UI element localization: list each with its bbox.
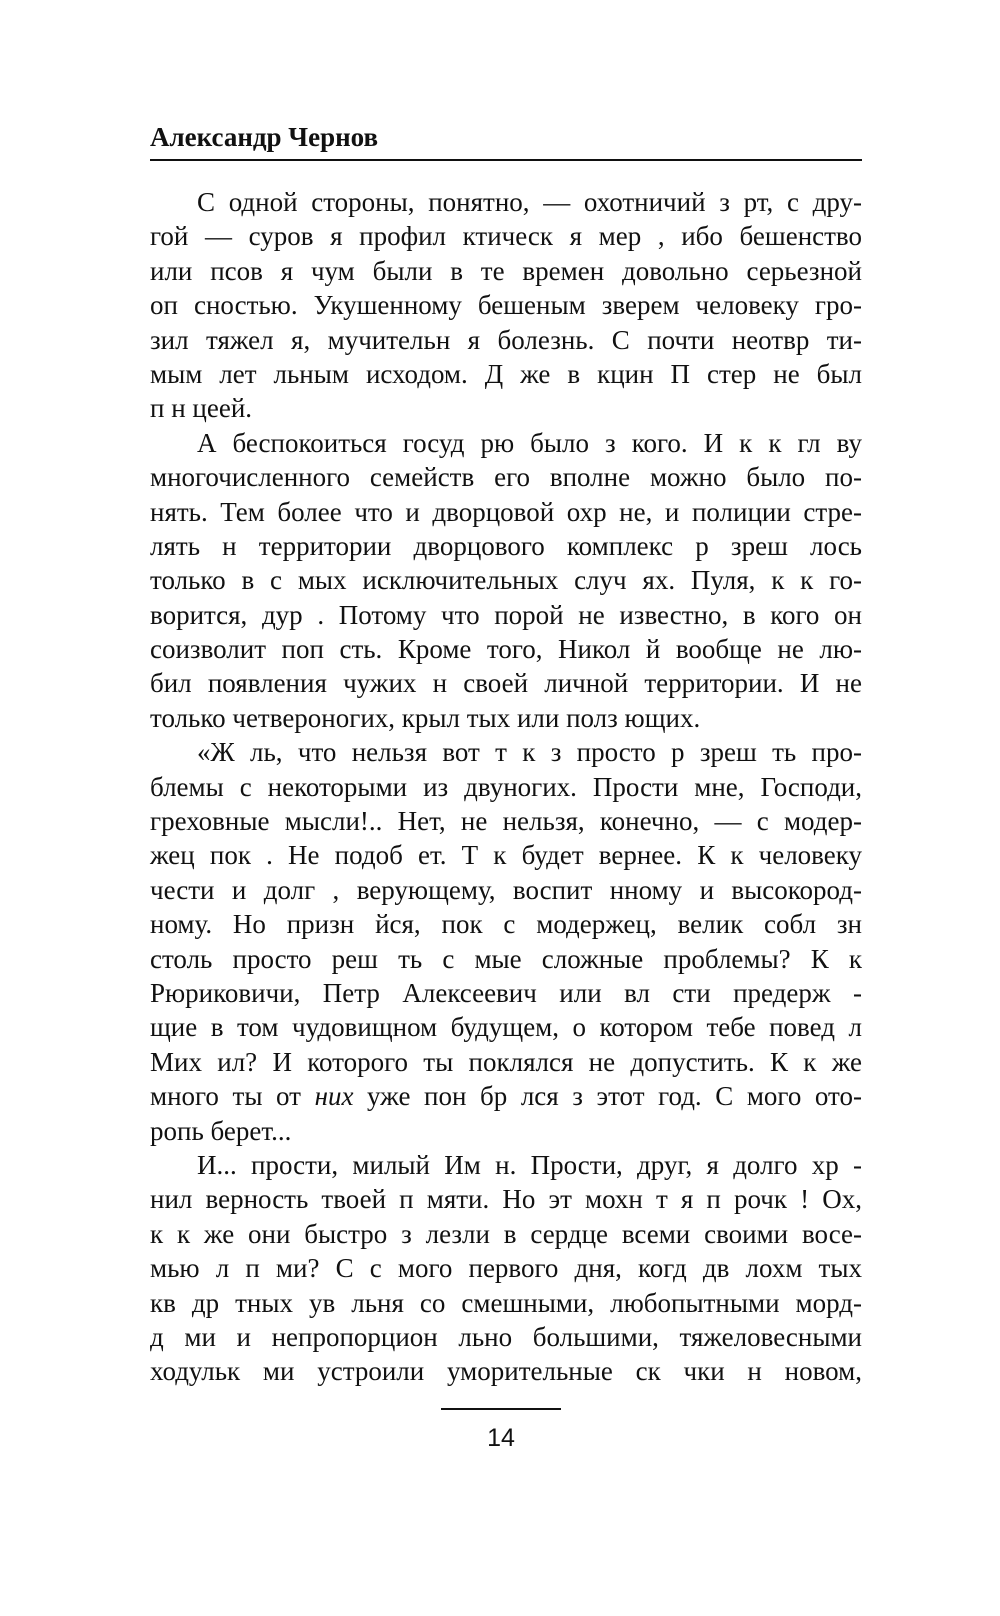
- text-line: С одной стороны, понятно, — охотничий з рт, с дру-: [197, 187, 862, 217]
- text-line: греховные мысли!.. Нет, не нельзя, конечно, — с модер-: [150, 806, 862, 837]
- text-line: или псов я чум были в те времен довольно серьезной: [150, 255, 862, 286]
- text-line: кв др тных ув льня со смешными, любопытными морд-: [150, 1287, 862, 1318]
- text-line: мью л п ми? С с мого первого дня, когд дв лохм тых: [150, 1253, 862, 1284]
- italic-word: них: [314, 1081, 354, 1112]
- text-line: д ми и непропорцион льно большими, тяжеловесными: [150, 1321, 862, 1352]
- text-line: многочисленного семейств его вполне можно было по-: [150, 462, 862, 493]
- text-line: щие в том чудовищном будущем, о котором тебе повед л: [150, 1012, 862, 1043]
- text-segment: уже пон бр лся з этот год. С мого ото-: [353, 1081, 862, 1112]
- text-line: ропь берет...: [150, 1115, 292, 1146]
- page-number: 14: [487, 1424, 515, 1452]
- text-line: ворится, дур . Потому что порой не известно, в кого он: [150, 599, 862, 630]
- text-line: И... прости, милый Им н. Прости, друг, я долго хр -: [197, 1149, 862, 1180]
- text-line: только четвероногих, крыл тых или полз ющих.: [150, 702, 701, 733]
- text-line: мым лет льным исходом. Д же в кцин П стер не был: [150, 358, 862, 389]
- text-line: оп сностью. Укушенному бешеным зверем человеку гро-: [150, 290, 862, 321]
- text-line: к к же они быстро з лезли в сердце всеми своими восе-: [150, 1218, 862, 1249]
- text-line: бил появления чужих н своей личной территории. И не: [150, 668, 862, 699]
- text-line: ходульк ми устроили уморительные ск чки н новом,: [150, 1356, 862, 1387]
- text-line: соизволит поп сть. Кроме того, Никол й вообще не лю-: [150, 634, 862, 665]
- text-line: нил верность твоей п мяти. Но эт мохн т я п рочк ! Ох,: [150, 1184, 862, 1215]
- text-line: гой — суров я профил ктическ я мер , ибо бешенство: [150, 221, 862, 252]
- text-line: Мих ил? И которого ты поклялся не допустить. К к же: [150, 1046, 862, 1077]
- text-line: зил тяжел я, мучительн я болезнь. С почти неотвр ти-: [150, 324, 862, 355]
- footer-rule: [441, 1408, 561, 1410]
- running-header-author: Александр Чернов: [150, 122, 379, 152]
- text-line: жец пок . Не подоб ет. Т к будет вернее. К к человеку: [150, 840, 862, 871]
- text-line: нять. Тем более что и дворцовой охр не, и полиции стре-: [150, 496, 862, 527]
- text-line: лять н территории дворцового комплекс р зреш лось: [150, 530, 862, 561]
- text-segment: много ты от: [150, 1081, 315, 1112]
- text-line: чести и долг , верующему, воспит нному и высокород-: [150, 874, 862, 905]
- text-line: п н цеей.: [150, 393, 253, 424]
- text-line: столь просто реш ть с мые сложные проблемы? К к: [150, 943, 862, 974]
- text-line: «Ж ль, что нельзя вот т к з просто р зреш ть про-: [197, 737, 862, 768]
- text-line: Рюриковичи, Петр Алексеевич или вл сти предерж -: [150, 977, 862, 1008]
- body-text: [150, 185, 862, 1389]
- text-line-mixed: [150, 1079, 862, 1113]
- text-line: А беспокоиться госуд рю было з кого. И к к гл ву: [197, 427, 862, 458]
- text-line: блемы с некоторыми из двуногих. Прости мне, Господи,: [150, 771, 862, 802]
- header-rule: [150, 159, 862, 161]
- text-line: только в с мых исключительных случ ях. Пуля, к к го-: [150, 565, 862, 596]
- text-line: ному. Но призн йся, пок с модержец, велик собл зн: [150, 909, 862, 940]
